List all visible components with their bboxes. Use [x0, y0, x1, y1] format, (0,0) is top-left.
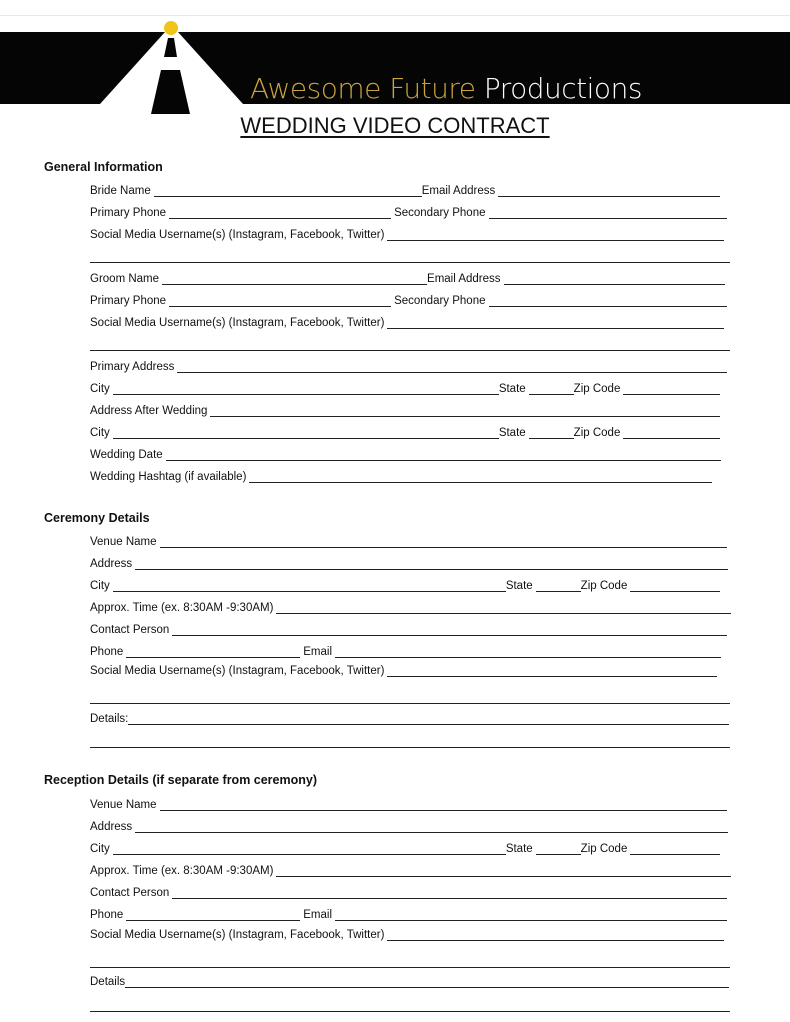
- reception-details-row: [90, 972, 729, 988]
- bride-social-extra-row: [90, 247, 730, 263]
- ceremony-venue-row: [90, 532, 727, 548]
- brand-name: [250, 72, 642, 105]
- zip-label: Zip Code: [580, 843, 628, 855]
- social-label: Social Media Username(s) (Instagram, Facebook, Twitter): [90, 929, 385, 941]
- reception-details-extra-row: [90, 996, 730, 1012]
- state-label: State: [498, 383, 526, 395]
- city-label: City: [90, 580, 110, 592]
- venue-name-field[interactable]: [160, 535, 727, 548]
- phone-field[interactable]: [126, 908, 300, 921]
- reception-venue-row: [90, 795, 727, 811]
- sun-icon: [164, 21, 178, 35]
- contact-person-label: Contact Person: [90, 887, 170, 899]
- details-label: Details:: [90, 713, 129, 725]
- zip-field[interactable]: [623, 382, 720, 395]
- details-extra-field[interactable]: [90, 999, 730, 1012]
- groom-name-field[interactable]: [162, 272, 427, 285]
- ceremony-social-row: [90, 661, 717, 677]
- email-field[interactable]: [335, 645, 721, 658]
- wedding-hashtag-row: [90, 467, 712, 483]
- wedding-hashtag-field[interactable]: [249, 470, 712, 483]
- zip-field[interactable]: [623, 426, 720, 439]
- approx-time-label: Approx. Time (ex. 8:30AM -9:30AM): [90, 865, 274, 877]
- groom-social-field[interactable]: [387, 316, 724, 329]
- email-field[interactable]: [335, 908, 727, 921]
- venue-name-field[interactable]: [160, 798, 727, 811]
- phone-label: Phone: [90, 909, 124, 921]
- groom-email-label: Email Address: [427, 273, 501, 285]
- address-label: Address: [90, 558, 133, 570]
- state-label: State: [505, 843, 533, 855]
- groom-primary-phone-label: Primary Phone: [90, 295, 167, 307]
- ceremony-contact-row: [90, 620, 727, 636]
- state-label: State: [505, 580, 533, 592]
- state-field[interactable]: [529, 382, 574, 395]
- venue-name-label: Venue Name: [90, 536, 157, 548]
- groom-secondary-phone-field[interactable]: [489, 294, 727, 307]
- ceremony-phone-email-row: [90, 642, 721, 658]
- venue-name-label: Venue Name: [90, 799, 157, 811]
- address-after-row: [90, 401, 720, 417]
- groom-phone-row: [90, 291, 727, 307]
- ceremony-details-row: [90, 709, 729, 725]
- address-after-field[interactable]: [210, 404, 720, 417]
- city-label: City: [90, 427, 110, 439]
- wedding-date-field[interactable]: [166, 448, 721, 461]
- zip-label: Zip Code: [573, 427, 621, 439]
- reception-time-row: [90, 861, 731, 877]
- address-label: Address: [90, 821, 133, 833]
- section-heading-general: General Information: [44, 160, 163, 174]
- bride-name-field[interactable]: [154, 184, 422, 197]
- bride-name-row: [90, 181, 720, 197]
- city-state-zip-row-1: [90, 379, 720, 395]
- bride-name-label: Bride Name: [90, 185, 151, 197]
- approx-time-field[interactable]: [276, 864, 731, 877]
- zip-field[interactable]: [630, 842, 720, 855]
- details-extra-field[interactable]: [90, 735, 730, 748]
- bride-social-row: [90, 225, 724, 241]
- city-label: City: [90, 843, 110, 855]
- groom-social-extra-row: [90, 335, 730, 351]
- contact-person-field[interactable]: [172, 886, 727, 899]
- zip-field[interactable]: [630, 579, 720, 592]
- state-field[interactable]: [529, 426, 574, 439]
- groom-secondary-phone-label: Secondary Phone: [394, 295, 486, 307]
- primary-address-row: [90, 357, 727, 373]
- city-field[interactable]: [113, 842, 506, 855]
- bride-social-label: Social Media Username(s) (Instagram, Facebook, Twitter): [90, 229, 385, 241]
- email-label: Email: [303, 646, 333, 658]
- bride-primary-phone-label: Primary Phone: [90, 207, 167, 219]
- city-label: City: [90, 383, 110, 395]
- groom-social-label: Social Media Username(s) (Instagram, Facebook, Twitter): [90, 317, 385, 329]
- groom-primary-phone-field[interactable]: [169, 294, 391, 307]
- zip-label: Zip Code: [580, 580, 628, 592]
- bride-social-field[interactable]: [387, 228, 724, 241]
- reception-city-state-zip-row: [90, 839, 720, 855]
- social-label: Social Media Username(s) (Instagram, Facebook, Twitter): [90, 665, 385, 677]
- social-extra-field[interactable]: [90, 955, 730, 968]
- email-label: Email: [303, 909, 333, 921]
- approx-time-label: Approx. Time (ex. 8:30AM -9:30AM): [90, 602, 274, 614]
- city-field[interactable]: [113, 382, 499, 395]
- contact-person-label: Contact Person: [90, 624, 170, 636]
- reception-social-row: [90, 925, 724, 941]
- ceremony-time-row: [90, 598, 731, 614]
- social-field[interactable]: [387, 664, 717, 677]
- reception-address-row: [90, 817, 728, 833]
- bride-primary-phone-field[interactable]: [169, 206, 391, 219]
- social-field[interactable]: [387, 928, 724, 941]
- city-state-zip-row-2: [90, 423, 720, 439]
- brand-name-part1: Awesome Future: [250, 72, 476, 105]
- contact-person-field[interactable]: [172, 623, 727, 636]
- groom-social-row: [90, 313, 724, 329]
- city-field[interactable]: [113, 426, 499, 439]
- wedding-hashtag-label: Wedding Hashtag (if available): [90, 471, 247, 483]
- groom-social-extra-field[interactable]: [90, 338, 730, 351]
- approx-time-field[interactable]: [276, 601, 731, 614]
- groom-email-field[interactable]: [504, 272, 725, 285]
- wedding-date-row: [90, 445, 721, 461]
- details-field[interactable]: [128, 712, 729, 725]
- groom-name-row: [90, 269, 725, 285]
- city-field[interactable]: [113, 579, 506, 592]
- state-field[interactable]: [536, 842, 581, 855]
- details-label: Details: [90, 976, 126, 988]
- wedding-date-label: Wedding Date: [90, 449, 163, 461]
- groom-name-label: Groom Name: [90, 273, 160, 285]
- bride-email-field[interactable]: [498, 184, 720, 197]
- social-extra-field[interactable]: [90, 691, 730, 704]
- state-label: State: [498, 427, 526, 439]
- ceremony-city-state-zip-row: [90, 576, 720, 592]
- address-field[interactable]: [135, 820, 728, 833]
- reception-phone-email-row: [90, 905, 727, 921]
- primary-address-field[interactable]: [177, 360, 727, 373]
- bride-email-label: Email Address: [421, 185, 496, 197]
- section-heading-reception: Reception Details (if separate from ceremony): [44, 773, 317, 787]
- primary-address-label: Primary Address: [90, 361, 175, 373]
- bride-phone-row: [90, 203, 727, 219]
- address-field[interactable]: [135, 557, 728, 570]
- bride-social-extra-field[interactable]: [90, 250, 730, 263]
- zip-label: Zip Code: [573, 383, 621, 395]
- page-title: WEDDING VIDEO CONTRACT: [240, 113, 550, 138]
- section-heading-ceremony: Ceremony Details: [44, 511, 150, 525]
- reception-contact-row: [90, 883, 727, 899]
- reception-social-extra-row: [90, 952, 730, 968]
- bride-secondary-phone-label: Secondary Phone: [394, 207, 486, 219]
- details-field[interactable]: [125, 975, 729, 988]
- ceremony-details-extra-row: [90, 732, 730, 748]
- bride-secondary-phone-field[interactable]: [489, 206, 727, 219]
- ceremony-social-extra-row: [90, 688, 730, 704]
- ceremony-address-row: [90, 554, 728, 570]
- brand-name-part2: Productions: [483, 72, 642, 105]
- phone-field[interactable]: [126, 645, 300, 658]
- state-field[interactable]: [536, 579, 581, 592]
- phone-label: Phone: [90, 646, 124, 658]
- address-after-label: Address After Wedding: [90, 405, 208, 417]
